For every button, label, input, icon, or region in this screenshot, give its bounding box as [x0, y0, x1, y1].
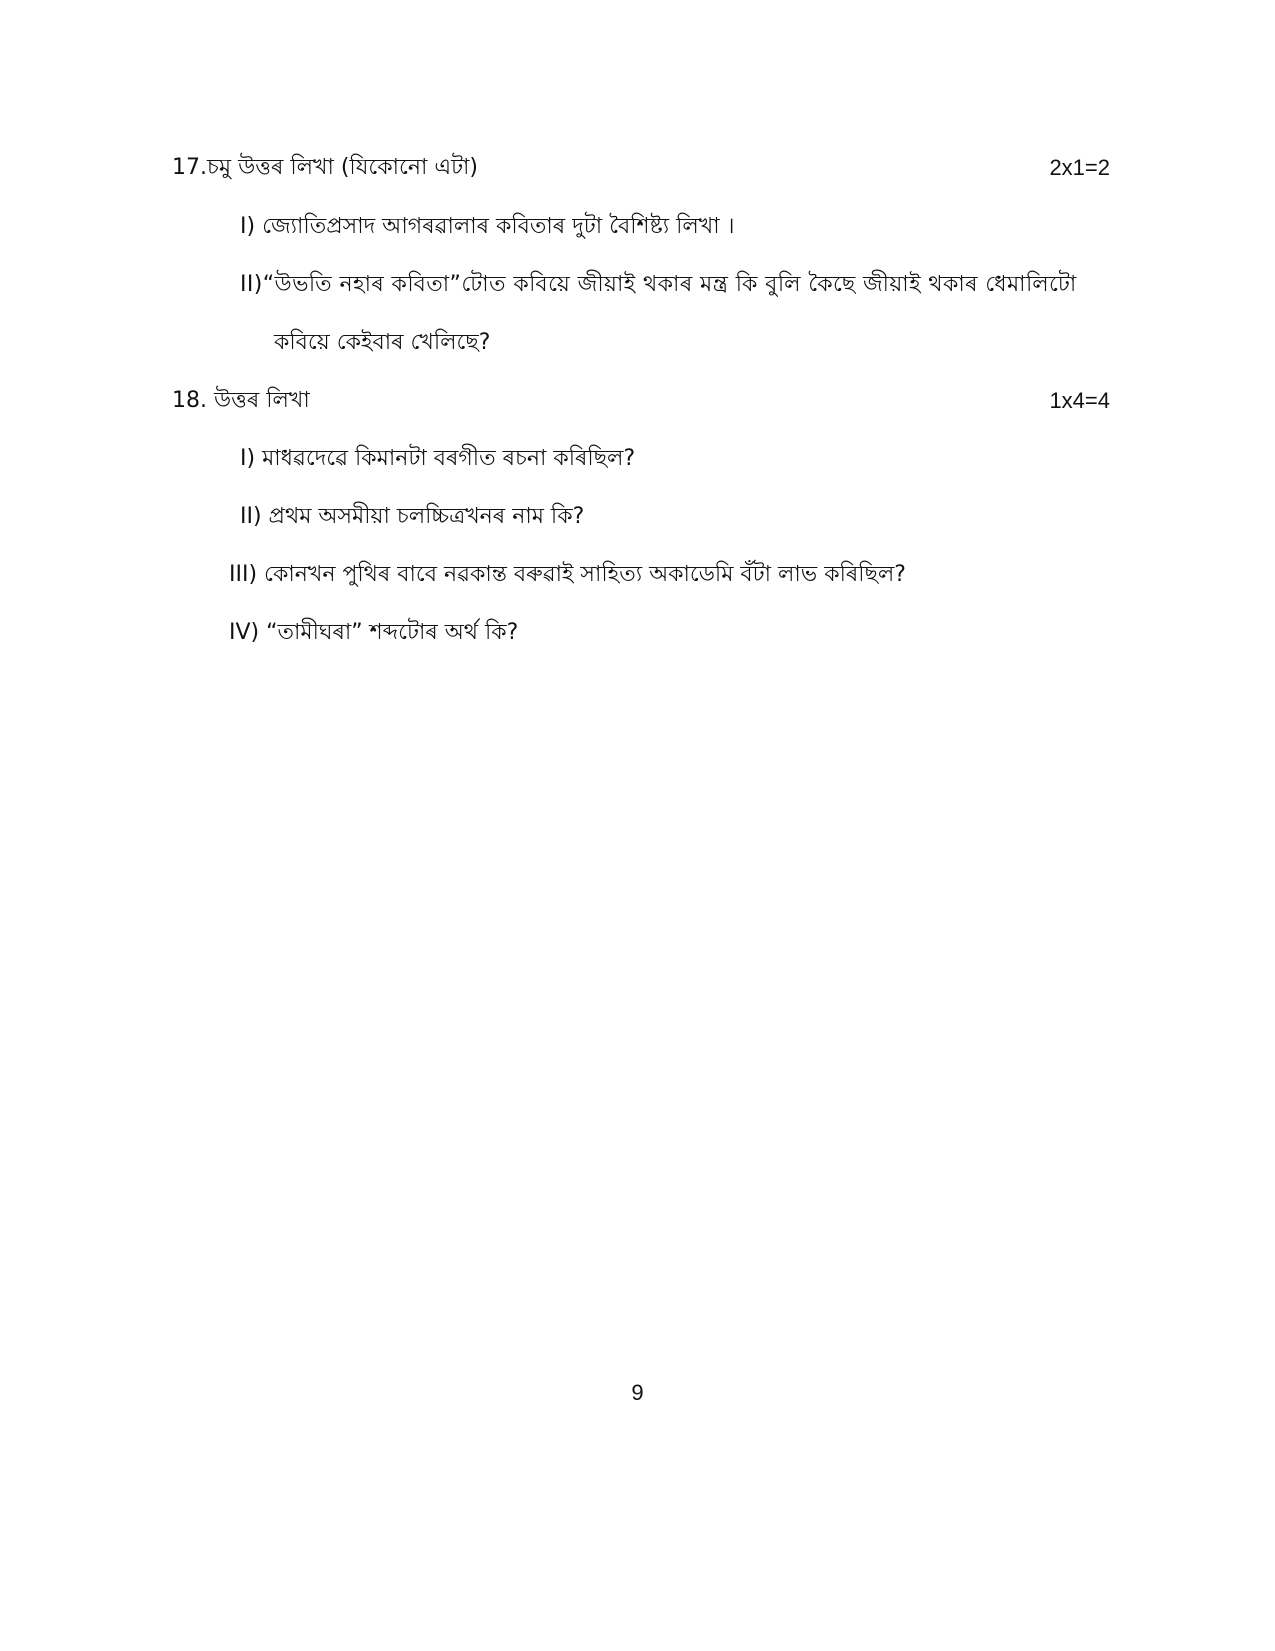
- question-17-heading: 17.চমু উত্তৰ লিখা (যিকোনো এটা): [172, 155, 479, 180]
- question-18-item-2: II) প্ৰথম অসমীয়া চলচ্চিত্ৰখনৰ নাম কি?: [240, 504, 585, 529]
- page-number: 9: [631, 1380, 644, 1405]
- question-18-heading: 18. উত্তৰ লিখা: [172, 388, 310, 413]
- question-18-item-3: III) কোনখন পুথিৰ বাবে নৱকান্ত বৰুৱাই সাহিত্য অকাডেমি বঁটা লাভ কৰিছিল?: [229, 562, 906, 587]
- question-18-item-4: IV) “তামীঘৰা” শব্দটোৰ অৰ্থ কি?: [229, 620, 519, 645]
- question-18-marks: 1x4=4: [1049, 388, 1110, 413]
- question-17-marks: 2x1=2: [1049, 155, 1110, 180]
- question-17-item-2-continuation: কবিয়ে কেইবাৰ খেলিছে?: [274, 330, 491, 355]
- question-17-item-2: II)“উভতি নহাৰ কবিতা”টোত কবিয়ে জীয়াই থকাৰ মন্ত্ৰ কি বুলি কৈছে জীয়াই থকাৰ ধেমালিটো: [240, 272, 1077, 297]
- question-18-item-1: I) মাধৱদেৱে কিমানটা বৰগীত ৰচনা কৰিছিল?: [240, 446, 636, 471]
- question-17-item-1: I) জ্যোতিপ্ৰসাদ আগৰৱালাৰ কবিতাৰ দুটা বৈশিষ্ট্য লিখা ।: [240, 214, 735, 239]
